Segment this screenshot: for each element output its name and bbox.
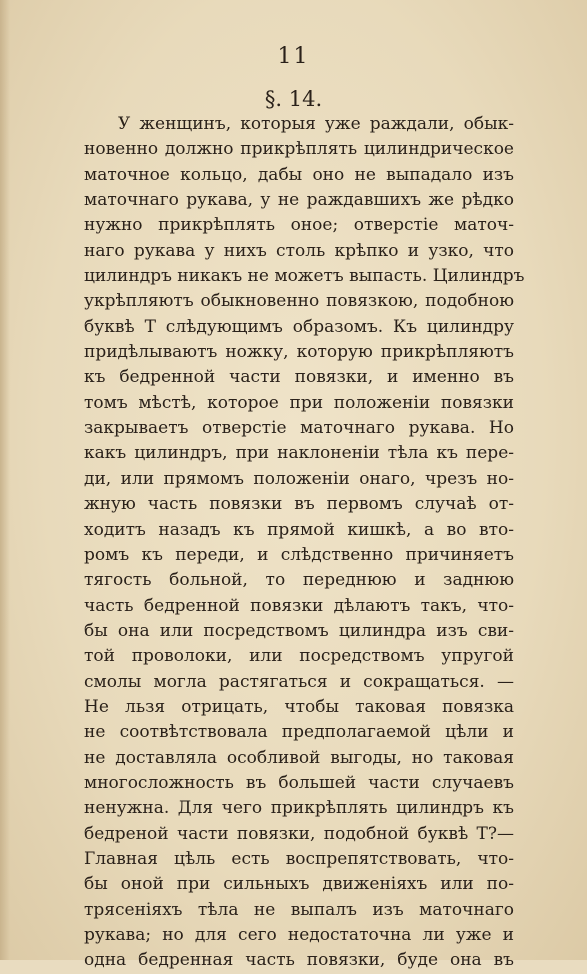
text-line: новенно должно прикрѣплять цилиндрическое <box>84 139 514 160</box>
page-edge-shadow <box>0 0 10 960</box>
page-number: 11 <box>277 44 310 69</box>
text-line: придѣлываютъ ножку, которую прикрѣпляютъ <box>84 342 514 363</box>
text-line: не соотвѣтствовала предполагаемой цѣли и <box>84 722 514 743</box>
text-line: тягость больной, то переднюю и заднюю <box>84 570 514 591</box>
text-line: ди, или прямомъ положеніи онаго, чрезъ но- <box>84 468 514 489</box>
text-line: нужно прикрѣплять оное; отверстіе маточ- <box>84 215 514 236</box>
text-line: томъ мѣстѣ, которое при положеніи повязки <box>84 392 514 413</box>
text-line: той проволоки, или посредствомъ упругой <box>84 646 514 667</box>
text-line: трясеніяхъ тѣла не выпалъ изъ маточнаго <box>84 899 514 920</box>
text-line: ходитъ назадъ къ прямой кишкѣ, а во вто- <box>84 519 514 540</box>
text-line: жную часть повязки въ первомъ случаѣ от- <box>84 494 514 515</box>
text-line: наго рукава у нихъ столь крѣпко и узко, что <box>84 240 514 261</box>
text-line: цилиндръ никакъ не можетъ выпасть. Цилиндръ <box>84 266 525 287</box>
text-line: укрѣпляютъ обыкновенно повязкою, подобною <box>84 291 514 312</box>
text-line: смолы могла растягаться и сокращаться. — <box>84 671 514 692</box>
text-line: бы она или посредствомъ цилиндра изъ сви- <box>84 620 514 641</box>
text-line: часть бедренной повязки дѣлаютъ такъ, что- <box>84 595 514 616</box>
text-line: Не льзя отрицать, чтобы таковая повязка <box>84 696 514 717</box>
text-line: закрываетъ отверстіе маточнаго рукава. Но <box>84 418 514 439</box>
section-heading: §. 14. <box>264 87 323 111</box>
text-line: маточное кольцо, дабы оно не выпадало изъ <box>84 164 514 185</box>
text-line: ромъ къ переди, и слѣдственно причиняетъ <box>84 544 514 565</box>
text-line: многосложность въ большей части случаевъ <box>84 772 514 793</box>
text-line: не доставляла особливой выгоды, но таковая <box>84 747 514 768</box>
text-line: У женщинъ, которыя уже раждали, обык- <box>118 114 514 134</box>
text-line: рукава; но для сего недостаточна ли уже и <box>84 925 514 945</box>
text-line: бедреной части повязки, подобной буквѣ Т?— <box>84 823 514 844</box>
body-text <box>84 112 525 974</box>
text-line: маточнаго рукава, у не раждавшихъ же рѣдко <box>84 190 514 211</box>
text-line: къ бедренной части повязки, и именно въ <box>84 367 514 388</box>
text-line: буквѣ Т слѣдующимъ образомъ. Къ цилиндру <box>84 316 514 337</box>
text-line: ненужна. Для чего прикрѣплять цилиндръ къ <box>84 798 514 819</box>
text-line: бы оной при сильныхъ движеніяхъ или по- <box>84 874 514 895</box>
text-line: Главная цѣль есть воспрепятствовать, что- <box>84 848 514 869</box>
text-line: одна бедренная часть повязки, буде она въ <box>84 950 514 971</box>
text-line: какъ цилиндръ, при наклоненіи тѣла къ пере- <box>84 443 514 464</box>
